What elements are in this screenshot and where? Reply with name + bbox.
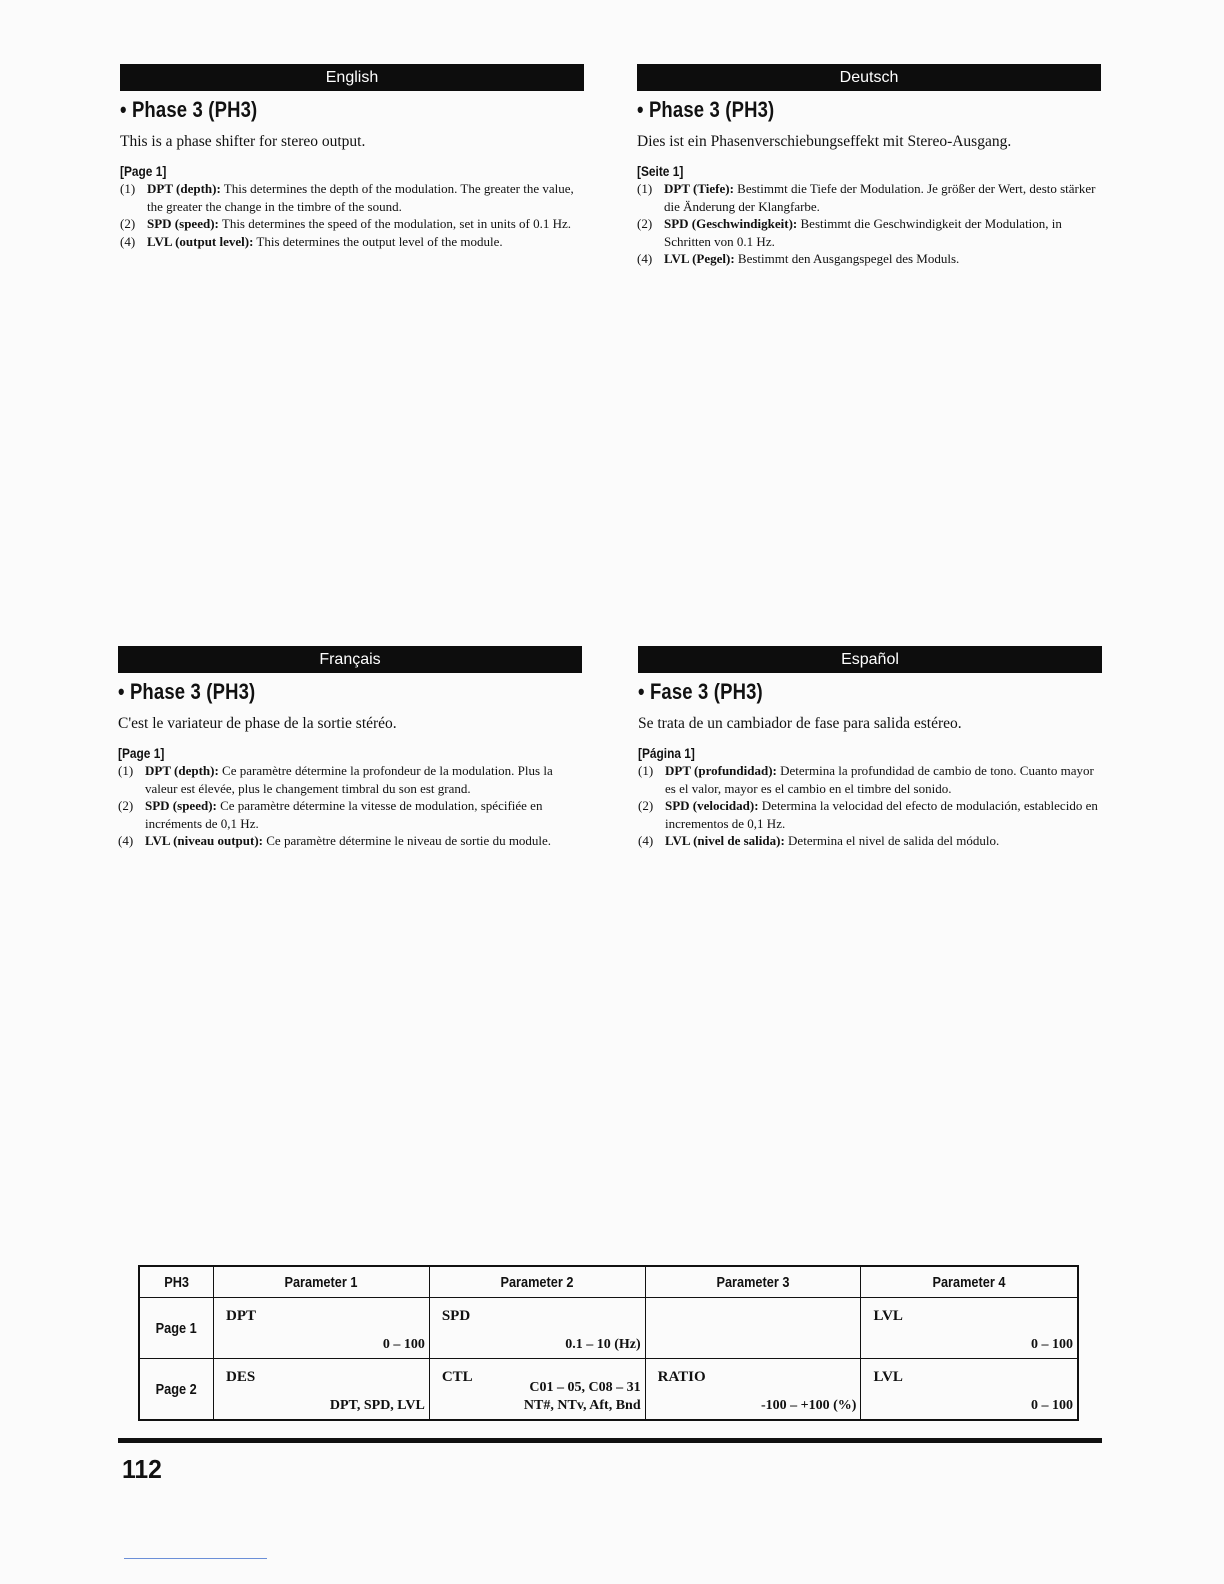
param-range: -100 – +100 (%) <box>760 1398 857 1413</box>
item-number: (2) <box>118 798 134 813</box>
row-label: Page 1 <box>139 1298 214 1359</box>
column-header: Parameter 4 <box>861 1266 1078 1298</box>
page-label: [Page 1] <box>118 745 165 761</box>
table-row <box>139 1359 1078 1421</box>
section-intro: C'est le variateur de phase de la sortie stéréo. <box>118 715 397 732</box>
item-term: DPT (depth): <box>147 181 221 196</box>
param-name: LVL <box>873 1369 903 1385</box>
language-bar: Deutsch <box>637 64 1101 91</box>
parameter-list <box>118 762 582 850</box>
list-item <box>120 180 584 215</box>
item-text: Ce paramètre détermine la vitesse de modulation, spécifiée en incréments de 0,1 Hz. <box>145 798 543 831</box>
table-cell <box>214 1298 430 1359</box>
section-intro: This is a phase shifter for stereo output. <box>120 133 366 150</box>
item-number: (2) <box>637 216 653 231</box>
param-name: SPD <box>441 1308 471 1324</box>
param-range: 0 – 100 <box>1031 1398 1073 1413</box>
page-label: [Page 1] <box>120 163 167 179</box>
item-term: LVL (nivel de salida): <box>665 833 785 848</box>
item-text: Bestimmt die Tiefe der Modulation. Je größer der Wert, desto stärker die Änderung der Klangfarbe. <box>664 181 1096 214</box>
parameter-list <box>120 180 584 250</box>
param-range: 0.1 – 10 (Hz) <box>565 1337 641 1352</box>
list-item <box>118 797 582 832</box>
item-term: SPD (speed): <box>145 798 217 813</box>
item-term: LVL (niveau output): <box>145 833 263 848</box>
item-term: SPD (velocidad): <box>665 798 759 813</box>
item-text: Bestimmt den Ausgangspegel des Moduls. <box>734 251 960 266</box>
table-cell <box>429 1298 645 1359</box>
section-espanol <box>638 646 1102 850</box>
list-item <box>637 250 1101 268</box>
parameter-list <box>638 762 1102 850</box>
language-bar: Español <box>638 646 1102 673</box>
section-intro: Dies ist ein Phasenverschiebungseffekt mit Stereo-Ausgang. <box>637 133 1012 150</box>
table-cell <box>645 1359 861 1421</box>
param-name: DES <box>226 1369 256 1385</box>
param-name: CTL <box>441 1369 473 1385</box>
table-cell <box>429 1359 645 1421</box>
item-text: This determines the output level of the module. <box>253 233 503 249</box>
page-number: 112 <box>122 1454 162 1484</box>
item-text: Determina el nivel de salida del módulo. <box>784 833 1000 848</box>
table-cell <box>645 1298 861 1359</box>
row-label: Page 2 <box>139 1359 214 1421</box>
list-item <box>638 832 1102 850</box>
item-text: This determines the depth of the modulation. The greater the value, the greater the change in the timbre of the sound. <box>147 181 574 214</box>
list-item <box>118 762 582 797</box>
item-text: Ce paramètre détermine la profondeur de la modulation. Plus la valeur est élevée, plus le changement timbral du son est grand. <box>145 763 553 796</box>
table-row <box>139 1298 1078 1359</box>
section-title: • Phase 3 (PH3) <box>637 97 775 122</box>
item-number: (2) <box>120 216 136 231</box>
item-number: (2) <box>638 798 654 813</box>
section-francais <box>118 646 582 850</box>
param-range: 0 – 100 <box>382 1337 425 1352</box>
list-item <box>120 215 584 233</box>
item-number: (1) <box>118 763 134 778</box>
page-label: [Página 1] <box>638 745 695 761</box>
table-cell <box>861 1359 1078 1421</box>
param-range: DPT, SPD, LVL <box>329 1398 425 1413</box>
item-number: (4) <box>118 833 134 848</box>
item-number: (1) <box>120 181 136 196</box>
section-title: • Phase 3 (PH3) <box>118 679 256 704</box>
item-text: Determina la velocidad del efecto de modulación, establecido en incrementos de 0,1 Hz. <box>665 798 1098 831</box>
page-label: [Seite 1] <box>637 163 684 179</box>
item-term: SPD (speed): <box>147 216 219 231</box>
item-text: Bestimmt die Geschwindigkeit der Modulation, in Schritten von 0.1 Hz. <box>664 216 1062 249</box>
section-title: • Phase 3 (PH3) <box>120 97 258 122</box>
item-number: (1) <box>638 763 654 778</box>
item-number: (4) <box>637 251 653 266</box>
param-name: DPT <box>226 1308 256 1324</box>
item-text: Ce paramètre détermine le niveau de sortie du module. <box>263 833 552 848</box>
table-header-row <box>139 1266 1078 1298</box>
list-item <box>118 832 582 850</box>
item-term: LVL (Pegel): <box>664 251 735 266</box>
param-name: RATIO <box>657 1369 706 1385</box>
item-number: (4) <box>120 233 136 249</box>
param-range: C01 – 05, C08 – 31 NT#, NTv, Aft, Bnd <box>523 1380 641 1413</box>
table-corner: PH3 <box>139 1266 214 1298</box>
item-term: SPD (Geschwindigkeit): <box>664 216 798 231</box>
section-intro: Se trata de un cambiador de fase para salida estéreo. <box>638 715 962 732</box>
parameter-table <box>138 1265 1079 1421</box>
list-item <box>637 180 1101 215</box>
list-item <box>120 233 584 251</box>
table-cell <box>214 1359 430 1421</box>
scan-artifact-line <box>124 1558 267 1559</box>
param-name: LVL <box>873 1308 903 1324</box>
param-range: 0 – 100 <box>1031 1337 1073 1352</box>
column-header: Parameter 2 <box>429 1266 645 1298</box>
item-number: (1) <box>637 181 653 196</box>
item-term: LVL (output level): <box>147 233 254 249</box>
section-english <box>120 64 584 250</box>
section-deutsch <box>637 64 1101 268</box>
list-item <box>638 762 1102 797</box>
column-header: Parameter 1 <box>214 1266 430 1298</box>
list-item <box>637 215 1101 250</box>
item-text: Determina la profundidad de cambio de tono. Cuanto mayor es el valor, mayor es el cambio en el timbre del sonido. <box>665 763 1094 796</box>
item-term: DPT (depth): <box>145 763 219 778</box>
table-cell <box>861 1298 1078 1359</box>
language-bar: Français <box>118 646 582 673</box>
list-item <box>638 797 1102 832</box>
item-text: This determines the speed of the modulation, set in units of 0.1 Hz. <box>218 216 572 231</box>
section-title: • Fase 3 (PH3) <box>638 679 763 704</box>
footer-rule <box>118 1438 1102 1443</box>
item-term: DPT (profundidad): <box>665 763 777 778</box>
item-number: (4) <box>638 833 654 848</box>
column-header: Parameter 3 <box>645 1266 861 1298</box>
parameter-list <box>637 180 1101 268</box>
item-term: DPT (Tiefe): <box>664 181 734 196</box>
language-bar: English <box>120 64 584 91</box>
